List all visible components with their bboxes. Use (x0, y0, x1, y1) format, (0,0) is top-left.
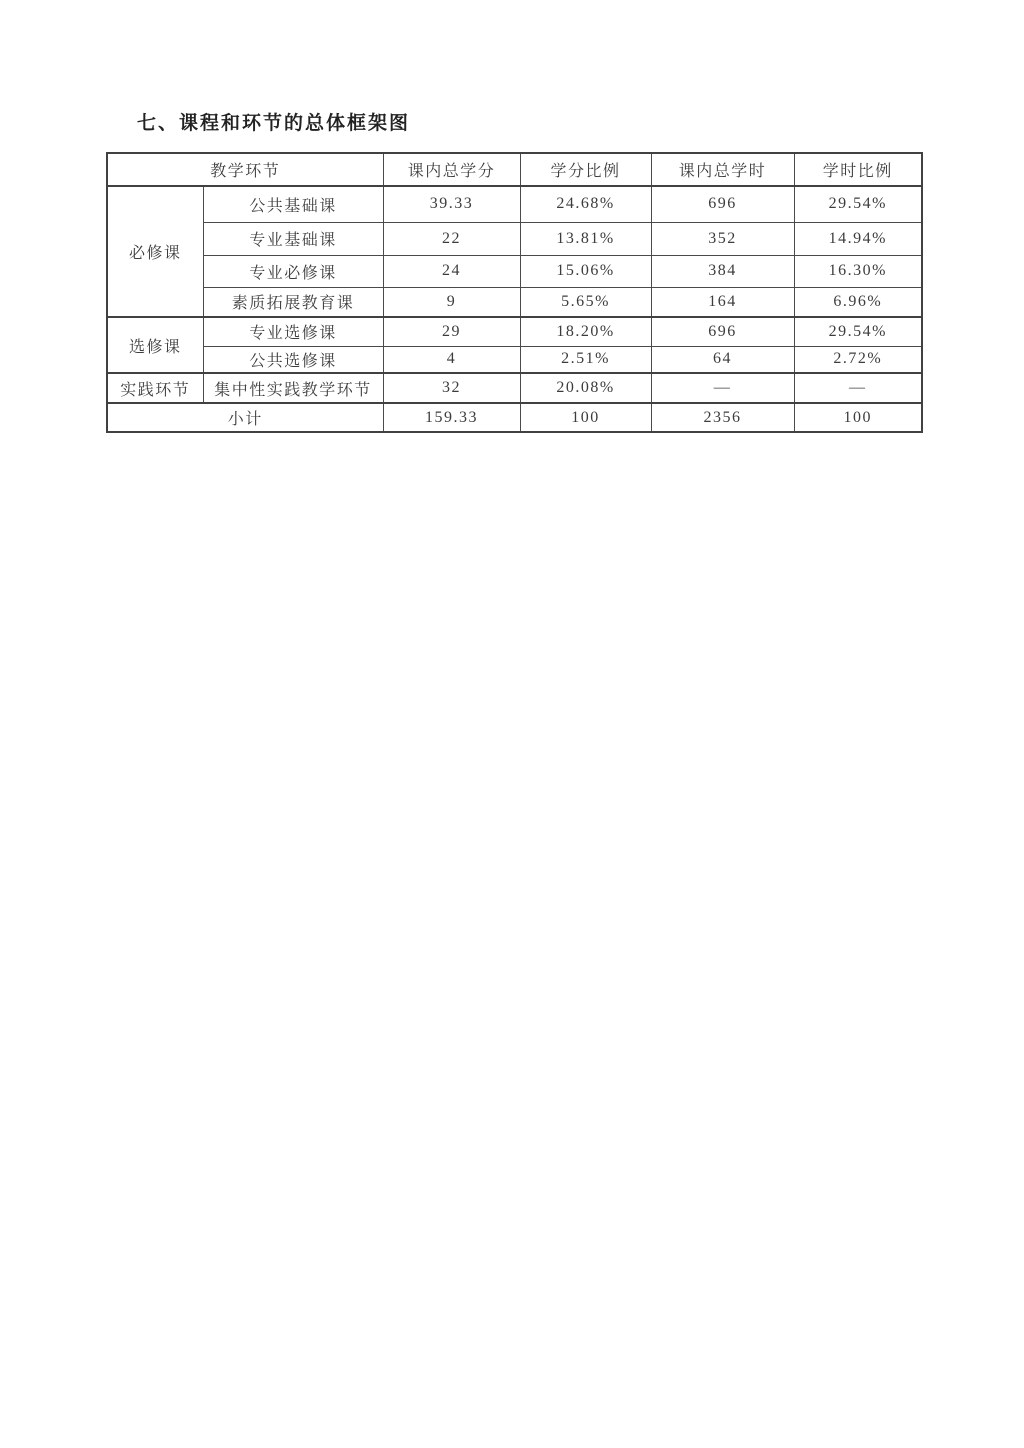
hours-cell: 352 (651, 222, 794, 255)
header-cell-hour-ratio: 学时比例 (794, 153, 922, 186)
subtotal-label-cell: 小计 (107, 403, 383, 432)
course-name-cell: 公共基础课 (203, 186, 383, 222)
subtotal-hour-ratio-cell: 100 (794, 403, 922, 432)
subtotal-row (107, 403, 922, 432)
header-cell-teaching-section: 教学环节 (107, 153, 383, 186)
credit-ratio-cell: 24.68% (520, 186, 651, 222)
course-name-cell: 专业基础课 (203, 222, 383, 255)
hour-ratio-cell: 29.54% (794, 317, 922, 346)
subtotal-hours-cell: 2356 (651, 403, 794, 432)
hours-cell: — (651, 373, 794, 403)
table-row (107, 373, 922, 403)
header-cell-total-credits: 课内总学分 (383, 153, 520, 186)
subtotal-credit-ratio-cell: 100 (520, 403, 651, 432)
course-name-cell: 专业选修课 (203, 317, 383, 346)
hour-ratio-cell: 2.72% (794, 346, 922, 373)
credit-ratio-cell: 18.20% (520, 317, 651, 346)
credits-cell: 4 (383, 346, 520, 373)
credits-cell: 39.33 (383, 186, 520, 222)
course-name-cell: 公共选修课 (203, 346, 383, 373)
hours-cell: 164 (651, 287, 794, 317)
course-name-cell: 素质拓展教育课 (203, 287, 383, 317)
credits-cell: 9 (383, 287, 520, 317)
credits-cell: 22 (383, 222, 520, 255)
header-cell-credit-ratio: 学分比例 (520, 153, 651, 186)
table-row (107, 255, 922, 287)
credit-ratio-cell: 2.51% (520, 346, 651, 373)
hour-ratio-cell: 6.96% (794, 287, 922, 317)
header-cell-total-hours: 课内总学时 (651, 153, 794, 186)
group-label-practice-section: 实践环节 (107, 373, 203, 403)
table-row (107, 346, 922, 373)
hour-ratio-cell: — (794, 373, 922, 403)
section-heading: 七、课程和环节的总体框架图 (137, 112, 411, 134)
credit-ratio-cell: 5.65% (520, 287, 651, 317)
hour-ratio-cell: 14.94% (794, 222, 922, 255)
hour-ratio-cell: 29.54% (794, 186, 922, 222)
hours-cell: 696 (651, 186, 794, 222)
credit-ratio-cell: 15.06% (520, 255, 651, 287)
table-row (107, 317, 922, 346)
group-label-elective-courses: 选修课 (107, 317, 203, 373)
hour-ratio-cell: 16.30% (794, 255, 922, 287)
table-row (107, 222, 922, 255)
credit-ratio-cell: 13.81% (520, 222, 651, 255)
hours-cell: 696 (651, 317, 794, 346)
credits-cell: 24 (383, 255, 520, 287)
course-name-cell: 集中性实践教学环节 (203, 373, 383, 403)
hours-cell: 384 (651, 255, 794, 287)
subtotal-credits-cell: 159.33 (383, 403, 520, 432)
course-framework-table (106, 152, 923, 433)
table-header-row (107, 153, 922, 186)
table-row (107, 186, 922, 222)
credits-cell: 29 (383, 317, 520, 346)
course-name-cell: 专业必修课 (203, 255, 383, 287)
credit-ratio-cell: 20.08% (520, 373, 651, 403)
table-row (107, 287, 922, 317)
credits-cell: 32 (383, 373, 520, 403)
group-label-required-courses: 必修课 (107, 186, 203, 317)
hours-cell: 64 (651, 346, 794, 373)
